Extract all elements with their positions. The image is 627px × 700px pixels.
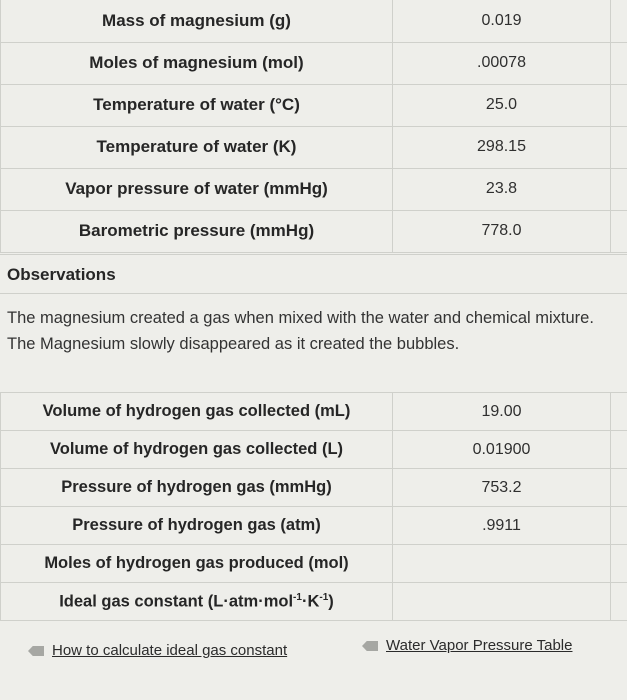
table-row xyxy=(1,84,627,126)
table-row xyxy=(1,168,627,210)
row-value[interactable]: 0.019 xyxy=(393,0,611,42)
row-label: Temperature of water (K) xyxy=(1,126,393,168)
tag-icon xyxy=(362,641,378,651)
row-label: Moles of hydrogen gas produced (mol) xyxy=(1,545,393,583)
row-label: Vapor pressure of water (mmHg) xyxy=(1,168,393,210)
row-value[interactable]: .9911 xyxy=(393,507,611,545)
observations-heading: Observations xyxy=(7,265,116,284)
row-value[interactable]: 753.2 xyxy=(393,469,611,507)
table-row xyxy=(1,431,627,469)
results-table xyxy=(0,392,627,621)
row-label: Moles of magnesium (mol) xyxy=(1,42,393,84)
tag-icon xyxy=(28,646,44,656)
water-vapor-pressure-link[interactable]: Water Vapor Pressure Table xyxy=(362,637,572,654)
row-value[interactable]: .00078 xyxy=(393,42,611,84)
row-label: Volume of hydrogen gas collected (mL) xyxy=(1,393,393,431)
row-value[interactable]: 298.15 xyxy=(393,126,611,168)
ideal-gas-constant-value[interactable] xyxy=(393,583,611,621)
table-row xyxy=(1,126,627,168)
observations-header xyxy=(0,254,627,294)
row-label: Mass of magnesium (g) xyxy=(1,0,393,42)
row-label: Temperature of water (°C) xyxy=(1,84,393,126)
table-row xyxy=(1,469,627,507)
resource-links xyxy=(0,628,627,678)
ideal-gas-constant-label: Ideal gas constant $(L\cdot atm\cdot mol^{-1}\cdot K^{-1})$ xyxy=(1,583,393,621)
table-row xyxy=(1,545,627,583)
row-value[interactable]: 19.00 xyxy=(393,393,611,431)
table-row xyxy=(1,42,627,84)
row-label: Pressure of hydrogen gas (atm) xyxy=(1,507,393,545)
row-label: Pressure of hydrogen gas (mmHg) xyxy=(1,469,393,507)
row-value[interactable]: 0.01900 xyxy=(393,431,611,469)
row-value[interactable] xyxy=(393,545,611,583)
row-value[interactable]: 25.0 xyxy=(393,84,611,126)
observations-text[interactable]: The magnesium created a gas when mixed with the water and chemical mixture. The Magnesium slowly disappeared as it created the bubbles. xyxy=(7,309,594,353)
row-value[interactable]: 23.8 xyxy=(393,168,611,210)
table-row xyxy=(1,507,627,545)
table-row xyxy=(1,210,627,252)
measurements-table xyxy=(0,0,627,253)
table-row xyxy=(1,583,627,621)
ideal-gas-constant-link[interactable]: How to calculate ideal gas constant xyxy=(28,642,287,659)
table-row xyxy=(1,393,627,431)
table-row xyxy=(1,0,627,42)
row-label: Volume of hydrogen gas collected (L) xyxy=(1,431,393,469)
row-label: Barometric pressure (mmHg) xyxy=(1,210,393,252)
row-value[interactable]: 778.0 xyxy=(393,210,611,252)
